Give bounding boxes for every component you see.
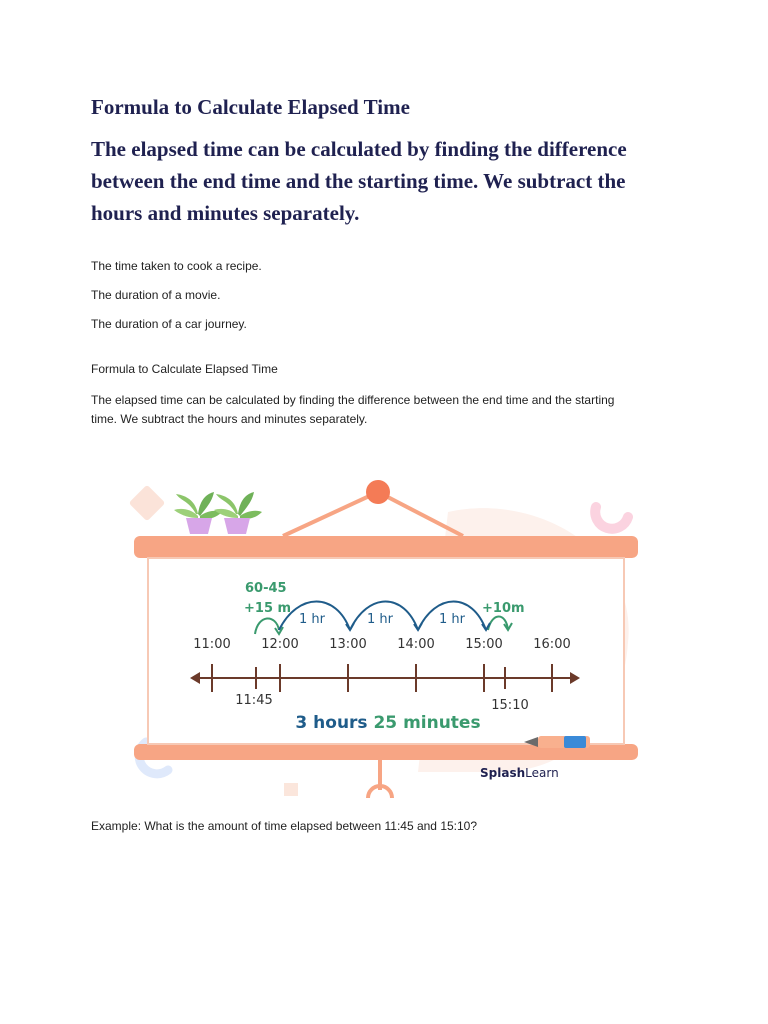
hour-tick-label: 11:00 bbox=[193, 637, 231, 652]
hour-tick-label: 14:00 bbox=[397, 637, 435, 652]
end-time-label: 15:10 bbox=[491, 698, 529, 713]
illustration-svg bbox=[118, 472, 648, 802]
paragraph-line: time. We subtract the hours and minutes separately. bbox=[91, 412, 368, 426]
hanging-pin-icon bbox=[366, 480, 390, 504]
elapsed-result bbox=[295, 713, 480, 733]
lead-line: between the end time and the starting time. We subtract the bbox=[91, 169, 626, 193]
hour-tick-label: 15:00 bbox=[465, 637, 503, 652]
start-time-label: 11:45 bbox=[235, 693, 273, 708]
example-item: The duration of a car journey. bbox=[91, 317, 247, 331]
curl-decoration bbox=[595, 507, 628, 529]
potted-plant-icon bbox=[214, 492, 262, 534]
hour-step-label: 1 hr bbox=[439, 612, 465, 627]
formula-paragraph bbox=[91, 391, 663, 429]
result-minutes: 25 bbox=[373, 713, 398, 733]
hour-tick-label: 16:00 bbox=[533, 637, 571, 652]
elapsed-time-illustration bbox=[118, 472, 648, 802]
diamond-decoration bbox=[129, 485, 166, 522]
result-hours: 3 bbox=[295, 713, 308, 733]
end-step-label: +10m bbox=[482, 601, 525, 616]
hour-tick-label: 13:00 bbox=[329, 637, 367, 652]
brand-logo bbox=[480, 766, 559, 780]
board-top-bar bbox=[134, 536, 638, 558]
hour-step-label: 1 hr bbox=[299, 612, 325, 627]
example-question: Example: What is the amount of time elapsed between 11:45 and 15:10? bbox=[91, 819, 478, 833]
hour-tick-label: 12:00 bbox=[261, 637, 299, 652]
section-subheading: Formula to Calculate Elapsed Time bbox=[91, 362, 278, 376]
lead-paragraph bbox=[91, 133, 711, 229]
result-minutes-word: minutes bbox=[403, 713, 481, 733]
start-step-label: +15 m bbox=[244, 601, 292, 616]
paragraph-line: The elapsed time can be calculated by finding the difference between the end time and the starting bbox=[91, 393, 615, 407]
brand-logo-regular: Learn bbox=[525, 766, 559, 780]
square-decoration bbox=[284, 783, 298, 796]
page-title: Formula to Calculate Elapsed Time bbox=[91, 95, 410, 119]
start-step-calculation: 60-45 bbox=[245, 581, 287, 596]
hanging-string bbox=[283, 492, 378, 536]
board-stand bbox=[368, 760, 392, 798]
result-hours-word: hours bbox=[313, 713, 368, 733]
hour-step-label: 1 hr bbox=[367, 612, 393, 627]
lead-line: hours and minutes separately. bbox=[91, 201, 360, 225]
potted-plant-icon bbox=[174, 492, 222, 534]
example-item: The time taken to cook a recipe. bbox=[91, 259, 262, 273]
lead-line: The elapsed time can be calculated by finding the difference bbox=[91, 137, 627, 161]
example-item: The duration of a movie. bbox=[91, 288, 221, 302]
brand-logo-bold: Splash bbox=[480, 766, 526, 780]
